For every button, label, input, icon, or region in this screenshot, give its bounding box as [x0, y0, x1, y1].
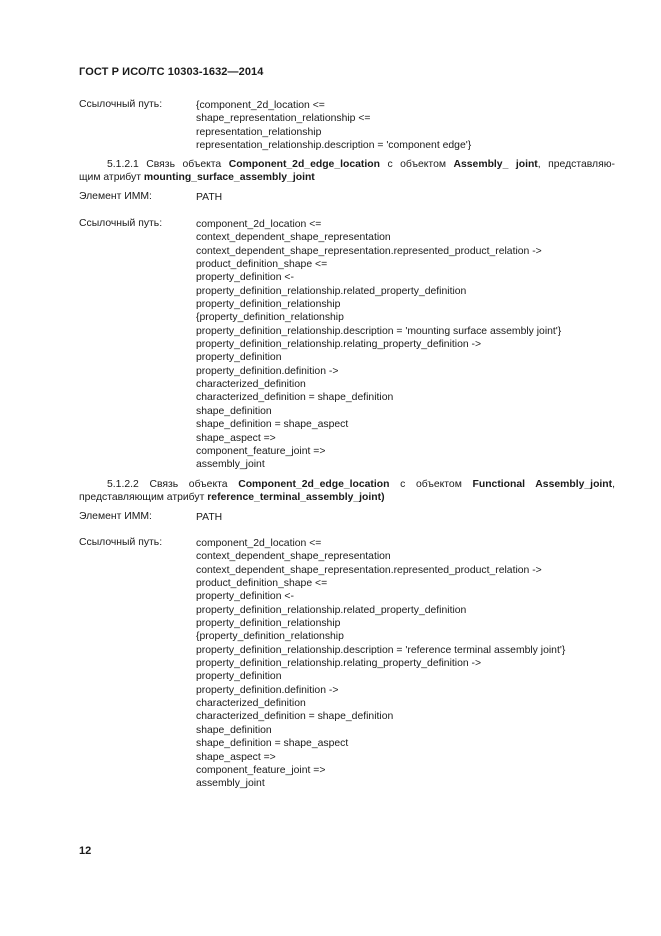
ref-path-line: context_dependent_shape_representation.represented_product_relation -> — [196, 245, 542, 257]
heading-text: Связь объекта — [149, 479, 228, 490]
ref-path-lines — [196, 537, 565, 791]
ref-path-line: property_definition_relationship.relating_property_definition -> — [196, 339, 482, 351]
ref-path-line: component_2d_location <= — [196, 219, 322, 230]
attribute-name: reference_terminal_assembly_joint) — [207, 492, 385, 504]
ref-path-line: shape_representation_relationship <= — [196, 113, 371, 125]
ref-path-line: component_feature_joint => — [196, 445, 326, 457]
entity-name: Component_2d_edge_location — [238, 479, 390, 490]
ref-path-line: property_definition_relationship — [196, 618, 341, 630]
ref-path-line: characterized_definition — [196, 698, 306, 710]
section-number: 5.1.2.1 — [107, 159, 139, 170]
ref-path-line: property_definition <- — [196, 272, 294, 284]
ref-path-label: Ссылочный путь: — [79, 99, 163, 110]
ref-path-line: component_feature_joint => — [196, 764, 326, 776]
ref-path-lines — [196, 99, 471, 152]
entity-name: Assembly_ joint — [453, 159, 538, 170]
ref-path-line: shape_definition — [196, 724, 272, 736]
ref-path-line: property_definition — [196, 352, 282, 364]
heading-text: , представляю- — [537, 159, 615, 170]
section-5-1-2-1-heading — [79, 158, 615, 185]
section-number: 5.1.2.2 — [107, 479, 139, 490]
ref-path-line: shape_definition = shape_aspect — [196, 738, 349, 750]
ref-path-line: assembly_joint — [196, 778, 265, 790]
section-5-1-2-2-heading — [79, 478, 615, 505]
ref-path-line: property_definition_relationship.related_property_definition — [196, 604, 467, 616]
ref-path-line: characterized_definition — [196, 379, 306, 391]
ref-path-line: property_definition — [196, 671, 282, 683]
ref-path-line: property_definition_relationship.relating_property_definition -> — [196, 658, 482, 670]
ref-path-line: product_definition_shape <= — [196, 259, 328, 271]
ref-path-line: {property_definition_relationship — [196, 631, 344, 643]
ref-path-line: characterized_definition = shape_definition — [196, 711, 394, 723]
ref-path-line: property_definition_relationship — [196, 299, 341, 311]
heading-text: , — [612, 479, 615, 490]
imm-element-value: PATH — [196, 512, 223, 523]
imm-element-label: Элемент ИММ: — [79, 191, 152, 202]
ref-path-line: representation_relationship.description = 'component edge'} — [196, 140, 472, 152]
ref-path-line: shape_aspect => — [196, 751, 276, 763]
imm-element-value: PATH — [196, 192, 223, 203]
entity-name: Component_2d_edge_location — [228, 159, 380, 170]
ref-path-line: property_definition.definition -> — [196, 684, 339, 696]
ref-path-line: property_definition_relationship.description = 'reference terminal assembly joint'} — [196, 644, 566, 656]
ref-path-line: context_dependent_shape_representation.represented_product_relation -> — [196, 564, 542, 576]
ref-path-line: context_dependent_shape_representation — [196, 551, 391, 563]
heading-text: Связь объекта — [146, 159, 222, 170]
ref-path-line: shape_definition = shape_aspect — [196, 419, 349, 431]
attribute-name: mounting_surface_assembly_joint — [143, 172, 315, 184]
ref-path-line: representation_relationship — [196, 126, 322, 138]
ref-path-line: {property_definition_relationship — [196, 312, 344, 324]
ref-path-line: context_dependent_shape_representation — [196, 232, 391, 244]
ref-path-line: property_definition <- — [196, 591, 294, 603]
imm-element-label: Элемент ИММ: — [79, 511, 152, 522]
ref-path-label: Ссылочный путь: — [79, 218, 163, 229]
heading-text: с объектом — [400, 479, 462, 490]
ref-path-line: characterized_definition = shape_definition — [196, 392, 394, 404]
ref-path-line: assembly_joint — [196, 459, 265, 471]
ref-path-lines — [196, 218, 561, 472]
page-header: ГОСТ Р ИСО/ТС 10303-1632—2014 — [79, 66, 264, 78]
ref-path-line: property_definition_relationship.related_property_definition — [196, 285, 467, 297]
page-number: 12 — [79, 845, 92, 857]
heading-text: щим атрибут — [79, 172, 141, 184]
ref-path-line: property_definition.definition -> — [196, 365, 339, 377]
ref-path-line: {component_2d_location <= — [196, 100, 325, 111]
heading-text: с объектом — [387, 159, 446, 170]
ref-path-line: property_definition_relationship.description = 'mounting surface assembly joint'} — [196, 325, 562, 337]
ref-path-line: component_2d_location <= — [196, 538, 322, 549]
heading-text: представляющим атрибут — [79, 492, 205, 504]
entity-name: Functional Assembly_joint — [472, 479, 613, 490]
ref-path-line: product_definition_shape <= — [196, 578, 328, 590]
ref-path-label: Ссылочный путь: — [79, 537, 163, 548]
ref-path-line: shape_definition — [196, 405, 272, 417]
ref-path-line: shape_aspect => — [196, 432, 276, 444]
